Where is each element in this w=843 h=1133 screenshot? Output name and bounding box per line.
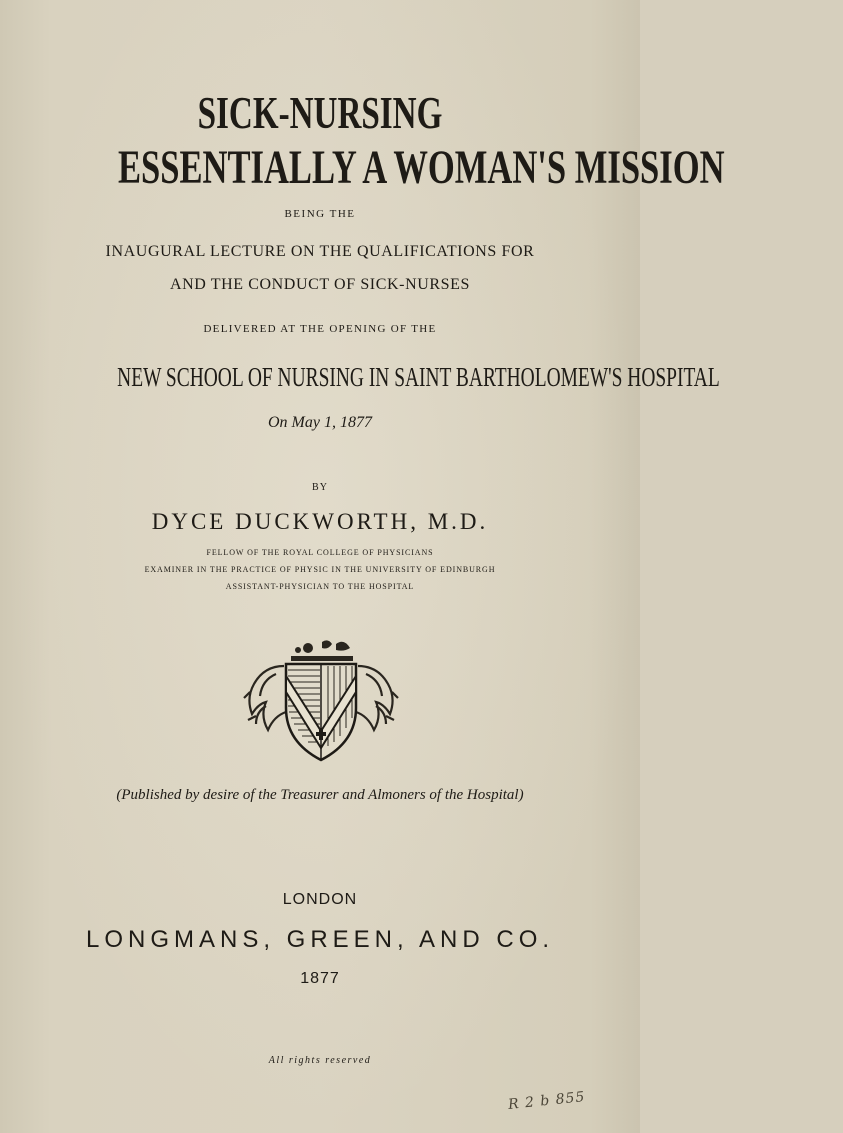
author-credential-1: FELLOW OF THE ROYAL COLLEGE OF PHYSICIANS <box>206 548 434 557</box>
published-note: (Published by desire of the Treasurer and Almoners of the Hospital) <box>116 787 524 803</box>
imprint-year: 1877 <box>300 970 340 987</box>
hospital-coat-of-arms-icon <box>236 636 406 766</box>
mantling-left <box>244 666 286 730</box>
title-line-2: ESSENTIALLY A WOMAN'S MISSION <box>117 141 725 194</box>
imprint-publisher: LONGMANS, GREEN, AND CO. <box>85 926 555 953</box>
lecture-line-2: AND THE CONDUCT OF SICK-NURSES <box>169 276 471 293</box>
handwritten-shelfmark: R 2 b 855 <box>507 1088 587 1114</box>
lecture-line-1: INAUGURAL LECTURE ON THE QUALIFICATIONS FOR <box>105 243 535 260</box>
by-text: BY <box>312 482 328 493</box>
title-line-1: SICK-NURSING <box>197 87 443 138</box>
imprint-city: LONDON <box>282 891 358 908</box>
lecture-date: On May 1, 1877 <box>268 414 372 431</box>
crest-top <box>291 640 353 661</box>
author-name: DYCE DUCKWORTH, M.D. <box>151 509 489 534</box>
delivered-text: DELIVERED AT THE OPENING OF THE <box>203 323 437 335</box>
mantling-right <box>356 666 398 730</box>
being-the-text: BEING THE <box>284 208 356 220</box>
author-credential-3: ASSISTANT-PHYSICIAN TO THE HOSPITAL <box>225 582 415 591</box>
school-title: NEW SCHOOL OF NURSING IN SAINT BARTHOLOMEW'S HOSPITAL <box>117 362 720 392</box>
rights-reserved: All rights reserved <box>268 1055 372 1066</box>
author-credential-2: EXAMINER IN THE PRACTICE OF PHYSIC IN THE UNIVERSITY OF EDINBURGH <box>144 565 496 574</box>
